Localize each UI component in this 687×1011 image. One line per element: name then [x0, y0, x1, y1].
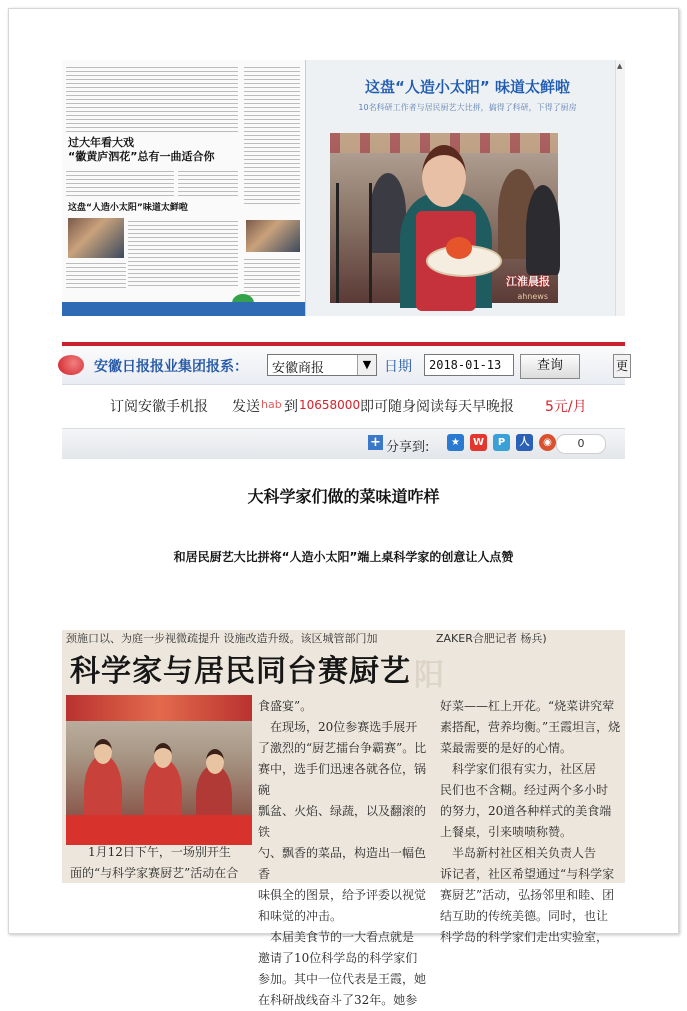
date-input[interactable]: 2018-01-13 — [424, 354, 514, 376]
query-button[interactable]: 查询 — [520, 354, 580, 379]
np-photo — [68, 218, 124, 258]
article-line: 在现场，20位参赛选手展开 — [270, 720, 418, 734]
article-headline: 大科学家们做的菜味道咋样 — [247, 487, 440, 506]
article-line: 瓢盆、火焰、绿蔬，以及翻滚的铁 — [258, 804, 427, 839]
article-subheadline: 和居民厨艺大比拼将“人造小太阳”端上桌科学家的创意让人点赞 — [173, 550, 514, 564]
article-line: 半岛新村社区相关负责人告 — [452, 846, 597, 860]
article-line: 菜最需要的是好的心情。 — [440, 741, 573, 755]
article-line: 了激烈的“厨艺擂台争霸赛”。比 — [258, 741, 427, 755]
share-label: 分享到: — [386, 440, 430, 455]
brand-title: 安徽日报报业集团报系： — [94, 359, 248, 375]
more-button[interactable]: 更 — [613, 354, 631, 378]
article-col-2 — [258, 696, 434, 1011]
article-line: 面的“与科学家赛厨艺”活动在合 — [70, 866, 239, 880]
preview-photo — [330, 133, 558, 303]
scrollbar[interactable] — [615, 60, 625, 316]
renren-icon[interactable]: 人 — [516, 434, 533, 451]
np-photo — [246, 220, 300, 252]
scroll-up-icon[interactable]: ▲ — [617, 62, 623, 70]
subscribe-to: 到 — [284, 399, 298, 415]
newspaper-clipping-photo — [62, 630, 625, 1007]
clipping-cut-top: 颈施口以、为庭一步视微疏提升 设施改造升级。该区城管部门加 — [66, 632, 378, 645]
clipping-title: 科学家与居民同台赛厨艺 — [70, 654, 411, 689]
preview-subtitle: 10名科研工作者与居民厨艺大比拼，搞得了科研，下得了厨房 — [358, 103, 577, 112]
site-toolbar-screenshot — [62, 342, 628, 460]
subscribe-sms-code: hab — [261, 398, 282, 411]
article-line: 参加。其中一位代表是王霞，她 — [258, 972, 427, 986]
kaixin-icon[interactable]: ◉ — [539, 434, 556, 451]
np-headline-1: 过大年看大戏 — [68, 136, 134, 149]
paper-select[interactable] — [267, 354, 377, 376]
subscribe-send: 发送 — [232, 399, 260, 415]
subscribe-banner[interactable] — [62, 388, 625, 422]
article-line: 本届美食节的一大看点就是 — [270, 930, 415, 944]
article-line: 味俱全的图景，给予评委以视觉 — [258, 888, 427, 902]
article-line: 和味觉的冲击。 — [258, 909, 343, 923]
plus-icon[interactable]: + — [368, 435, 383, 450]
paper-select-value: 安徽商报 — [272, 361, 325, 376]
subscribe-desc: 即可随身阅读每天早晚报 — [360, 399, 514, 415]
newspaper-page-thumbnail — [62, 60, 306, 316]
subscribe-text: 订阅安徽手机报 — [110, 399, 208, 415]
clipping-cut-top-right: ZAKER合肥记者 杨兵) — [436, 632, 547, 645]
np-headline-2: “徽黄庐泗花”总有一曲适合你 — [68, 150, 215, 163]
share-bar — [62, 428, 625, 459]
subscribe-price: 5元/月 — [545, 399, 587, 415]
preview-title: 这盘“人造小太阳” 味道太鲜啦 — [365, 78, 570, 96]
article-line: 诉记者，社区希望通过“与科学家 — [440, 867, 615, 881]
article-line: 科学岛的科学家们走出实验室， — [440, 930, 609, 944]
clipping-photo — [66, 695, 252, 845]
article-line: 邀请了10位科学岛的科学家们 — [258, 951, 418, 965]
article-line: 1月12日下午，一场别开生 — [88, 845, 231, 859]
article-line: 食盛宴”。 — [258, 699, 313, 713]
weibo-icon[interactable]: W — [470, 434, 487, 451]
date-label: 日期 — [384, 359, 412, 375]
article-preview — [310, 60, 625, 316]
article-line: 好菜——杠上开花。“烧菜讲究荤 — [440, 699, 615, 713]
article-line: 上餐桌，引来啧啧称赞。 — [440, 825, 573, 839]
qq-weibo-icon[interactable]: P — [493, 434, 510, 451]
article-col-3 — [440, 696, 622, 948]
article-line: 赛中，选手们迅速各就各位，锅碗 — [258, 762, 427, 797]
article-line: 在科研战线奋斗了32年。她参 — [258, 993, 418, 1007]
article-line: 结互助的传统美德。同时，也让 — [440, 909, 609, 923]
article-line: 赛厨艺”活动，弘扬邻里和睦、团 — [440, 888, 615, 902]
clipping-watermark: 阳 — [414, 658, 444, 693]
brand-logo-icon — [58, 355, 84, 375]
article-line: 勺、飘香的菜品，构造出一幅色香 — [258, 846, 427, 881]
photo-watermark: ahnews — [517, 292, 548, 301]
paper-nav-bar — [62, 346, 628, 385]
article-line: 素搭配，营养均衡。”王霞坦言，烧 — [440, 720, 621, 734]
share-count: 0 — [556, 434, 606, 454]
article-line: 民们也不含糊。经过两个多小时 — [440, 783, 609, 797]
newspaper-web-screenshot — [62, 60, 625, 316]
article-line: 科学家们很有实力，社区居 — [452, 762, 597, 776]
article-col-1 — [70, 842, 252, 884]
article-line: 的努力，20道各种样式的美食端 — [440, 804, 612, 818]
qzone-icon[interactable]: ★ — [447, 434, 464, 451]
np-footer-bar — [62, 302, 305, 316]
photo-logo: 江淮晨报 — [506, 275, 550, 288]
subscribe-number: 10658000 — [299, 398, 361, 412]
np-headline-3: 这盘“人造小太阳”味道太鲜啦 — [68, 203, 188, 213]
chevron-down-icon[interactable]: ▼ — [357, 355, 376, 375]
